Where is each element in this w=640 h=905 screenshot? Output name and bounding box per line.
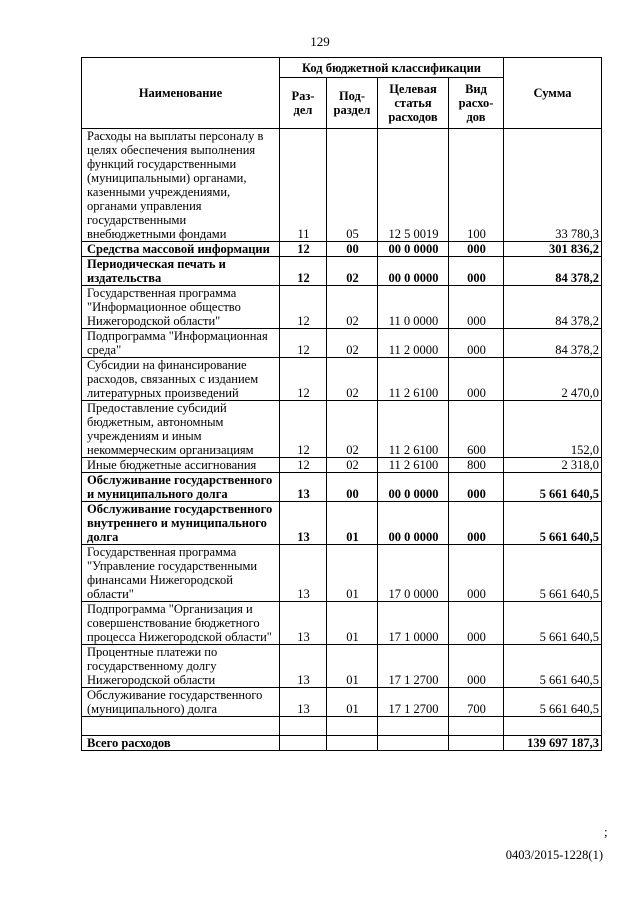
cell-razdel: 12 — [280, 286, 327, 329]
table-row — [82, 329, 602, 358]
cell-target-article: 17 1 0000 — [378, 602, 449, 645]
table-row — [82, 257, 602, 286]
total-label: Всего расходов — [82, 736, 280, 751]
cell-sum: 33 780,3 — [504, 129, 602, 242]
cell-name: Государственная программа "Информационное общество Нижегородской области" — [82, 286, 280, 329]
cell-podrazdel: 05 — [327, 129, 378, 242]
cell-expense-type: 000 — [449, 242, 504, 257]
budget-table — [81, 57, 602, 751]
cell-expense-type: 000 — [449, 286, 504, 329]
cell-target-article: 11 0 0000 — [378, 286, 449, 329]
table-header — [82, 58, 602, 129]
cell-podrazdel: 01 — [327, 502, 378, 545]
cell-expense-type: 000 — [449, 502, 504, 545]
cell-razdel: 12 — [280, 257, 327, 286]
cell-razdel: 13 — [280, 545, 327, 602]
table-row-blank — [82, 717, 602, 736]
cell-podrazdel: 00 — [327, 242, 378, 257]
cell-razdel: 12 — [280, 401, 327, 458]
cell-sum: 301 836,2 — [504, 242, 602, 257]
cell-sum: 5 661 640,5 — [504, 688, 602, 717]
cell-name: Субсидии на финансирование расходов, связанных с изданием литературных произведений — [82, 358, 280, 401]
cell-razdel — [280, 736, 327, 751]
cell-name: Процентные платежи по государственному долгу Нижегородской области — [82, 645, 280, 688]
cell-name: Обслуживание государственного (муниципального) долга — [82, 688, 280, 717]
cell-name: Государственная программа "Управление государственными финансами Нижегородской области" — [82, 545, 280, 602]
cell-name: Расходы на выплаты персоналу в целях обеспечения выполнения функций государственными (муниципальными) органами, казенными учреждениями, органами управления государственными внебюджетными фондами — [82, 129, 280, 242]
header-expense-type: Вид расхо- дов — [449, 78, 504, 129]
cell-expense-type: 100 — [449, 129, 504, 242]
cell-podrazdel: 01 — [327, 645, 378, 688]
table-row — [82, 473, 602, 502]
cell-name: Обслуживание государственного внутреннего и муниципального долга — [82, 502, 280, 545]
cell-name — [82, 717, 280, 736]
cell-target-article: 11 2 6100 — [378, 401, 449, 458]
table-row — [82, 286, 602, 329]
cell-target-article: 12 5 0019 — [378, 129, 449, 242]
table-row — [82, 602, 602, 645]
cell-sum — [504, 717, 602, 736]
cell-sum: 84 378,2 — [504, 286, 602, 329]
cell-sum: 152,0 — [504, 401, 602, 458]
cell-razdel: 12 — [280, 358, 327, 401]
cell-target-article: 11 2 6100 — [378, 358, 449, 401]
cell-target-article: 00 0 0000 — [378, 257, 449, 286]
cell-expense-type: 000 — [449, 329, 504, 358]
cell-sum: 5 661 640,5 — [504, 602, 602, 645]
cell-expense-type: 000 — [449, 545, 504, 602]
cell-target-article: 17 1 2700 — [378, 645, 449, 688]
cell-podrazdel: 02 — [327, 286, 378, 329]
cell-expense-type: 000 — [449, 645, 504, 688]
table-row — [82, 645, 602, 688]
cell-sum: 5 661 640,5 — [504, 545, 602, 602]
cell-name: Периодическая печать и издательства — [82, 257, 280, 286]
cell-sum: 5 661 640,5 — [504, 645, 602, 688]
cell-razdel: 12 — [280, 242, 327, 257]
cell-expense-type: 700 — [449, 688, 504, 717]
cell-target-article: 17 0 0000 — [378, 545, 449, 602]
cell-sum: 2 318,0 — [504, 458, 602, 473]
cell-name: Обслуживание государственного и муниципального долга — [82, 473, 280, 502]
cell-podrazdel: 01 — [327, 688, 378, 717]
cell-expense-type — [449, 717, 504, 736]
cell-expense-type: 000 — [449, 358, 504, 401]
cell-target-article: 00 0 0000 — [378, 502, 449, 545]
cell-expense-type: 000 — [449, 602, 504, 645]
header-target-article: Целевая статья расходов — [378, 78, 449, 129]
cell-sum: 84 378,2 — [504, 257, 602, 286]
document-code: 0403/2015-1228(1) — [505, 848, 603, 862]
cell-razdel: 13 — [280, 473, 327, 502]
cell-name: Подпрограмма "Информационная среда" — [82, 329, 280, 358]
cell-razdel: 13 — [280, 688, 327, 717]
cell-podrazdel: 02 — [327, 458, 378, 473]
cell-podrazdel: 00 — [327, 473, 378, 502]
cell-name: Подпрограмма "Организация и совершенствование бюджетного процесса Нижегородской области" — [82, 602, 280, 645]
cell-sum: 84 378,2 — [504, 329, 602, 358]
trailing-semicolon: ; — [604, 824, 608, 839]
cell-target-article: 11 2 0000 — [378, 329, 449, 358]
cell-podrazdel: 02 — [327, 329, 378, 358]
page-number: 129 — [310, 34, 330, 49]
cell-expense-type: 600 — [449, 401, 504, 458]
table-row — [82, 401, 602, 458]
cell-expense-type: 000 — [449, 473, 504, 502]
cell-target-article: 17 1 2700 — [378, 688, 449, 717]
cell-razdel: 13 — [280, 502, 327, 545]
table-body — [82, 129, 602, 751]
cell-podrazdel — [327, 717, 378, 736]
header-classification-group: Код бюджетной классификации — [280, 58, 504, 78]
cell-razdel: 12 — [280, 329, 327, 358]
cell-podrazdel: 01 — [327, 602, 378, 645]
header-razdel: Раз- дел — [280, 78, 327, 129]
header-sum: Сумма — [504, 58, 602, 129]
table-row — [82, 502, 602, 545]
table-row — [82, 688, 602, 717]
cell-target-article: 00 0 0000 — [378, 242, 449, 257]
header-name: Наименование — [82, 58, 280, 129]
cell-podrazdel: 02 — [327, 358, 378, 401]
cell-name: Предоставление субсидий бюджетным, автономным учреждениям и иным некоммерческим организациям — [82, 401, 280, 458]
total-row — [82, 736, 602, 751]
cell-podrazdel: 02 — [327, 401, 378, 458]
table-row — [82, 129, 602, 242]
header-podrazdel: Под- раздел — [327, 78, 378, 129]
cell-podrazdel: 01 — [327, 545, 378, 602]
table-row — [82, 242, 602, 257]
cell-razdel: 13 — [280, 645, 327, 688]
cell-target-article — [378, 736, 449, 751]
cell-razdel — [280, 717, 327, 736]
cell-podrazdel: 02 — [327, 257, 378, 286]
cell-sum: 2 470,0 — [504, 358, 602, 401]
cell-target-article: 00 0 0000 — [378, 473, 449, 502]
cell-razdel: 13 — [280, 602, 327, 645]
cell-podrazdel — [327, 736, 378, 751]
cell-expense-type: 000 — [449, 257, 504, 286]
cell-razdel: 11 — [280, 129, 327, 242]
total-sum: 139 697 187,3 — [504, 736, 602, 751]
table-row — [82, 458, 602, 473]
cell-expense-type — [449, 736, 504, 751]
cell-sum: 5 661 640,5 — [504, 502, 602, 545]
cell-name: Средства массовой информации — [82, 242, 280, 257]
table-row — [82, 545, 602, 602]
cell-name: Иные бюджетные ассигнования — [82, 458, 280, 473]
cell-target-article — [378, 717, 449, 736]
cell-expense-type: 800 — [449, 458, 504, 473]
cell-sum: 5 661 640,5 — [504, 473, 602, 502]
table-row — [82, 358, 602, 401]
cell-target-article: 11 2 6100 — [378, 458, 449, 473]
cell-razdel: 12 — [280, 458, 327, 473]
